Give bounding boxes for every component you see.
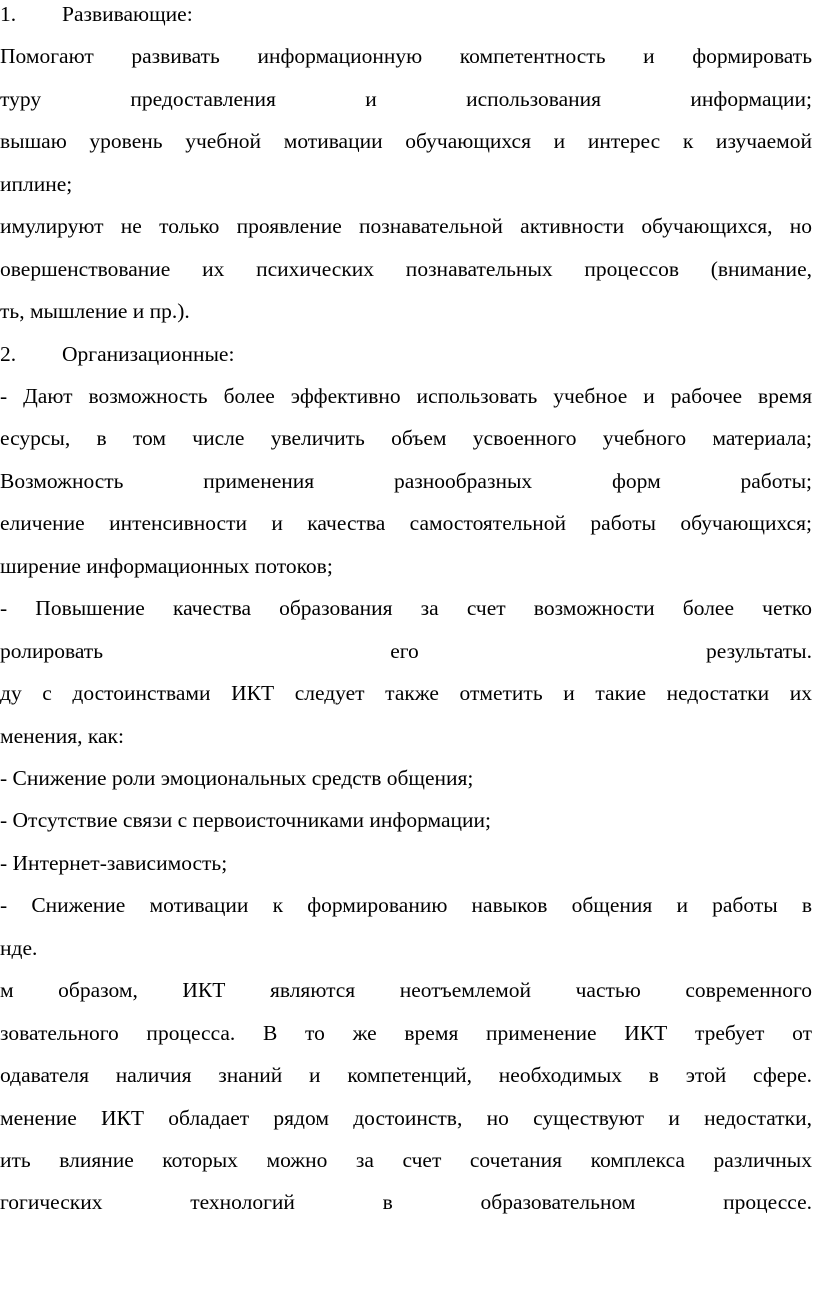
text-line: ть, мышление и пр.).: [0, 299, 190, 323]
text-line: менения, как:: [0, 724, 124, 748]
heading-text: Организационные:: [62, 342, 235, 366]
text-line: ролировать его результаты.: [0, 639, 812, 663]
text-line: - Снижение роли эмоциональных средств общения;: [0, 766, 474, 790]
text-line: иплине;: [0, 172, 73, 196]
text-line: вышаю уровень учебной мотивации обучающихся и интерес к изучаемой: [0, 129, 812, 153]
text-line: - Интернет-зависимость;: [0, 851, 228, 875]
text-line: туру предоставления и использования информации;: [0, 87, 812, 111]
text-line: еличение интенсивности и качества самостоятельной работы обучающихся;: [0, 511, 812, 535]
text-line: Помогают развивать информационную компетентность и формировать: [0, 44, 812, 68]
text-line: - Снижение мотивации к формированию навыков общения и работы в: [0, 893, 812, 917]
text-line: - Отсутствие связи с первоисточниками информации;: [0, 808, 491, 832]
heading-developing: [0, 0, 812, 28]
text-line: ду с достоинствами ИКТ следует также отметить и такие недостатки их: [0, 681, 812, 705]
text-line: м образом, ИКТ являются неотъемлемой частью современного: [0, 978, 812, 1002]
text-line: ширение информационных потоков;: [0, 554, 333, 578]
text-line: - Повышение качества образования за счет возможности более четко: [0, 596, 812, 620]
text-line: имулируют не только проявление познавательной активности обучающихся, но: [0, 214, 812, 238]
text-line: гогических технологий в образовательном процессе.: [0, 1190, 812, 1214]
heading-text: Развивающие:: [62, 2, 193, 26]
heading-organizational: [0, 340, 812, 368]
text-line: овершенствование их психических познавательных процессов (внимание,: [0, 257, 812, 281]
text-line: нде.: [0, 936, 38, 960]
text-line: ить влияние которых можно за счет сочетания комплекса различных: [0, 1148, 812, 1172]
list-number: 1.: [0, 2, 17, 26]
text-line: одавателя наличия знаний и компетенций, необходимых в этой сфере.: [0, 1063, 812, 1087]
text-line: менение ИКТ обладает рядом достоинств, но существуют и недостатки,: [0, 1106, 812, 1130]
text-line: зовательного процесса. В то же время применение ИКТ требует от: [0, 1021, 812, 1045]
list-number: 2.: [0, 342, 17, 366]
text-line: Возможность применения разнообразных форм работы;: [0, 469, 812, 493]
text-line: есурсы, в том числе увеличить объем усвоенного учебного материала;: [0, 426, 812, 450]
text-line: - Дают возможность более эффективно использовать учебное и рабочее время: [0, 384, 812, 408]
